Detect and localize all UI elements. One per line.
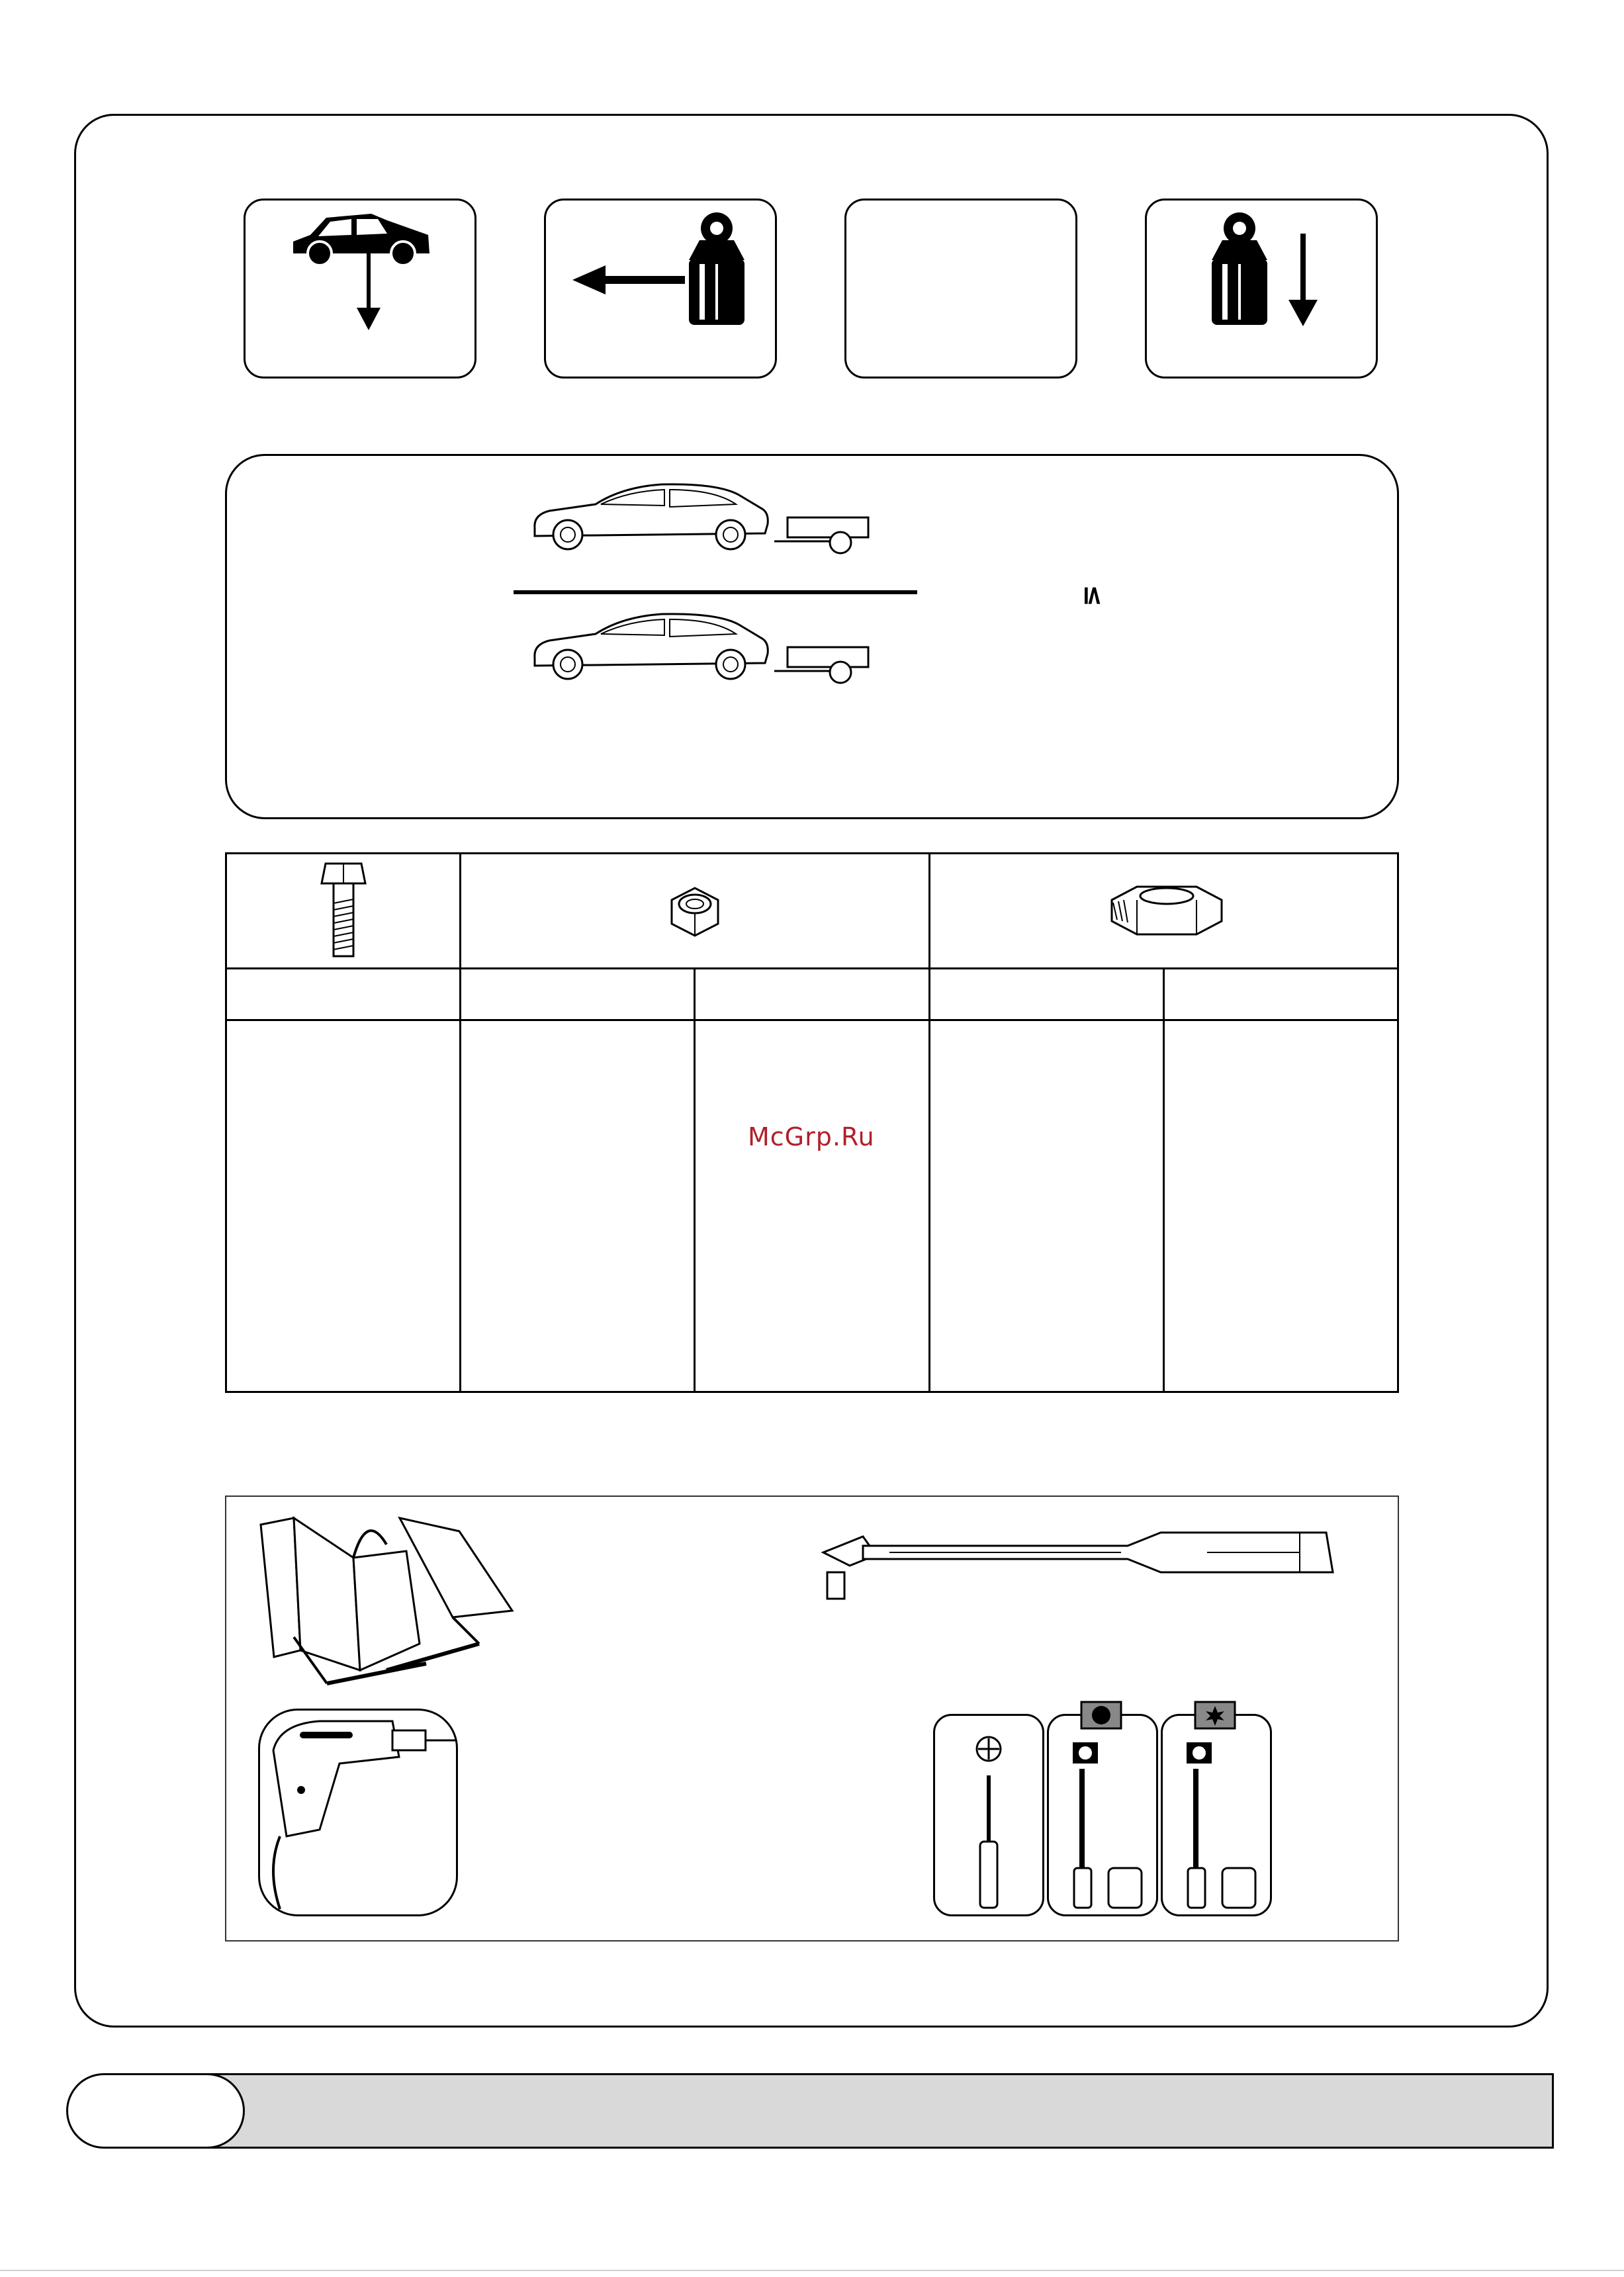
socket-wrench-icon	[1049, 1716, 1156, 1914]
page-number-tab	[66, 2073, 245, 2149]
lock-nut-icon	[1097, 873, 1230, 946]
footer-bar	[199, 2073, 1554, 2149]
table-value-cell	[929, 1020, 1163, 1392]
drill-card	[258, 1709, 458, 1916]
torx-socket-wrench-icon	[1163, 1716, 1270, 1914]
table-subheader-cell	[695, 969, 929, 1020]
table-subheader-cell	[929, 969, 1163, 1020]
phillips-screwdriver-icon	[935, 1716, 1042, 1914]
torx-socket-wrench-card	[1161, 1714, 1272, 1916]
torque-wrench-icon	[810, 1519, 1339, 1619]
table-subheader-cell	[226, 969, 461, 1020]
scan-edge-line	[0, 2270, 1624, 2271]
table-value-cell	[461, 1020, 695, 1392]
car-with-trailer-top-icon	[523, 471, 880, 564]
lock-nut-header-cell	[929, 854, 1398, 969]
blank-symbol	[844, 199, 1077, 379]
vertical-mass-symbol	[1145, 199, 1378, 379]
toolbox-icon	[254, 1511, 519, 1703]
table-subheader-cell	[1163, 969, 1398, 1020]
electric-drill-icon	[260, 1711, 456, 1914]
socket-wrench-card	[1047, 1714, 1158, 1916]
vehicle-vertical-load-symbol	[244, 199, 476, 379]
car-with-trailer-bottom-icon	[523, 601, 880, 693]
towing-mass-icon	[546, 201, 779, 380]
vehicle-vertical-load-icon	[246, 201, 478, 380]
towing-mass-symbol	[544, 199, 777, 379]
table-value-cell	[226, 1020, 461, 1392]
hex-socket-label-icon	[1080, 1701, 1122, 1730]
watermark: McGrp.Ru	[748, 1122, 875, 1151]
phillips-screwdriver-card	[933, 1714, 1044, 1916]
bolt-icon	[314, 857, 373, 963]
table-value-cell	[1163, 1020, 1398, 1392]
less-or-equal-sign: ≤	[1078, 584, 1108, 607]
nut-header-cell	[461, 854, 929, 969]
table-value-cell	[695, 1020, 929, 1392]
bolt-header-cell	[226, 854, 461, 969]
vertical-mass-icon	[1147, 201, 1380, 380]
ratio-divider	[514, 590, 917, 594]
table-subheader-cell	[461, 969, 695, 1020]
nut-icon	[658, 873, 731, 946]
torx-socket-label-icon	[1194, 1701, 1236, 1730]
